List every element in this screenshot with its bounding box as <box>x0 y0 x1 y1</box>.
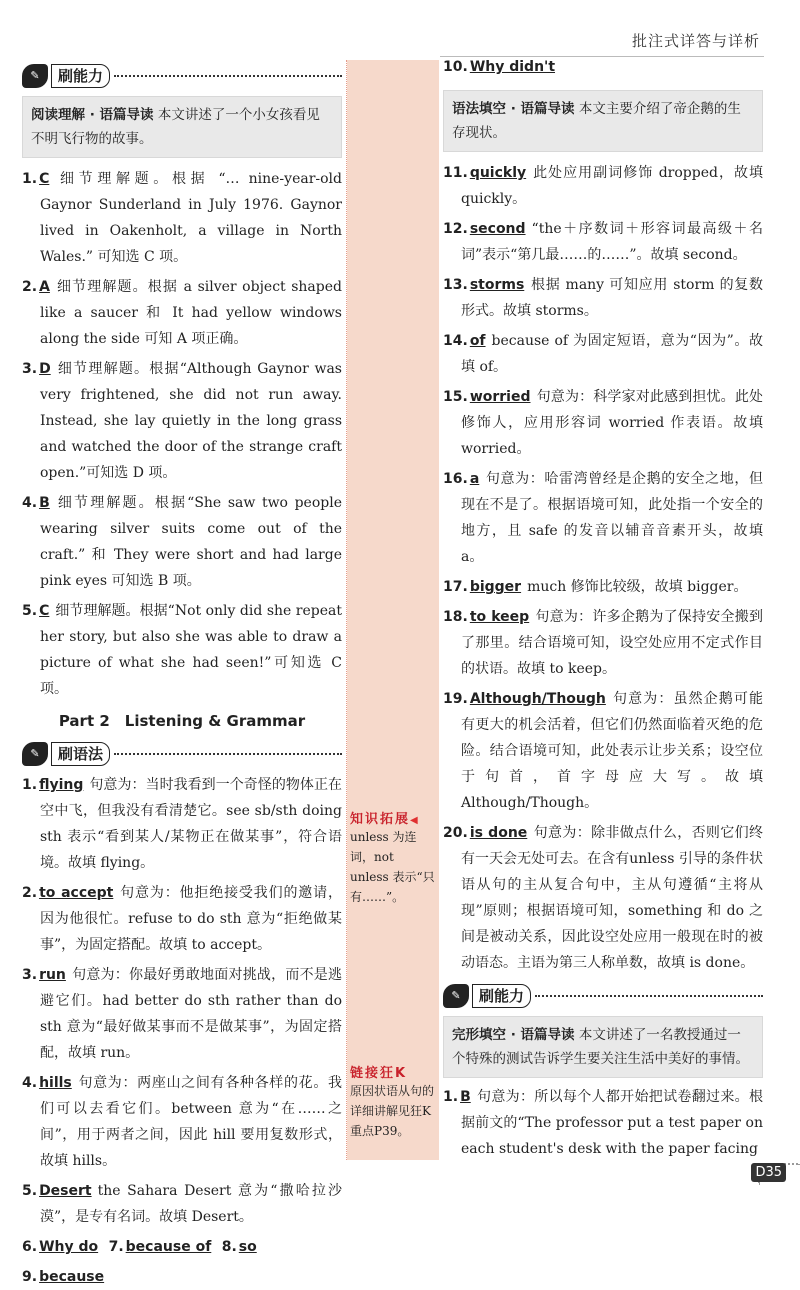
arrow-icon: ◀ <box>410 815 420 826</box>
intro-box-reading: 阅读理解 · 语篇导读 本文讲述了一个小女孩看见不明飞行物的故事。 <box>22 96 342 158</box>
grammar-fill-answers <box>443 160 763 976</box>
answer-item: 3. D 细节理解题。根据“Although Gaynor was very frightened, she did not run away. Instead, she lay quietly in the long grass and watched the door of the strange craft open.”可知选 D 项。 <box>22 361 342 481</box>
answer-item: 19. Although/Though 句意为：虽然企鹅可能有更大的机会活着，但它们仍然面临着灭绝的危险。结合语境可知，此处表示让步关系；设空位于句首，首字母应大写。故填 Although/Though。 <box>443 691 763 811</box>
dotted-rule <box>114 75 342 77</box>
answer-item: 2. to accept 句意为：他拒绝接受我们的邀请，因为他很忙。refuse to do sth 意为“拒绝做某事”，为固定搭配。故填 to accept。 <box>22 885 342 953</box>
left-column <box>22 62 342 1290</box>
part-title: Part 2 Listening & Grammar <box>58 712 306 730</box>
answer-item: 1. B 句意为：所以每个人都开始把试卷翻过来。根据前文的“The professor put a test paper on each student's desk with the paper facing <box>443 1089 763 1157</box>
header-title: 批注式详答与详析 <box>631 32 760 50</box>
note-knowledge-title: 知识拓展◀ <box>350 812 420 827</box>
intro-box-cloze: 完形填空 · 语篇导读 本文讲述了一名教授通过一个特殊的测试告诉学生要关注生活中美好的事情。 <box>443 1016 763 1078</box>
margin-note-strip <box>347 60 439 1160</box>
answer-item: 13. storms 根据 many 可知应用 storm 的复数形式。故填 storms。 <box>443 277 763 319</box>
answer-item: 9. because <box>22 1269 105 1285</box>
right-column <box>443 54 763 1162</box>
book-icon: ✎ <box>22 742 48 766</box>
answer-item: 20. is done 句意为：除非做点什么，否则它们终有一天会无处可去。在含有unless 引导的条件状语从句的主从复合句中，主从句遵循“主将从现”原则；根据语境可知，something 和 do 之间是被动关系，因此设空处应用一般现在时的被动语态。主语为第三人称单数，故填 is done。 <box>443 825 764 971</box>
badge-ability: ✎ 刷能力 <box>22 64 110 88</box>
answer-item: 15. worried 句意为：科学家对此感到担忧。此处修饰人，应用形容词 worried 作表语。故填 worried。 <box>443 389 763 457</box>
grammar-answers <box>22 772 342 1290</box>
answer-item: 10. Why didn't <box>443 59 556 75</box>
answer-item: 16. a 句意为：哈雷湾曾经是企鹅的安全之地，但现在不是了。根据语境可知，此处指一个安全的地方，且 safe 的发音以辅音音素开头，故填 a。 <box>443 471 763 565</box>
dotted-rule <box>535 995 763 997</box>
note-link-title: 链接狂K <box>350 1066 408 1081</box>
answer-item: 2. A 细节理解题。根据 a silver object shaped like a saucer 和 It had yellow windows along the side 可知 A 项正确。 <box>22 279 342 347</box>
answer-item: 4. hills 句意为：两座山之间有各种各样的花。我们可以去看它们。between 意为“在……之间”，用于两者之间，因此 hill 要用复数形式，故填 hills。 <box>22 1075 342 1169</box>
answer-row-short: 6. Why do 7. because of 8. so <box>22 1239 257 1255</box>
section-header-ability <box>22 62 342 90</box>
answer-item: 5. Desert the Sahara Desert 意为“撒哈拉沙漠”，是专有名词。故填 Desert。 <box>22 1183 342 1225</box>
answer-item: 18. to keep 句意为：许多企鹅为了保持安全搬到了那里。结合语境可知，设空处应用不定式作目的状语。故填 to keep。 <box>443 609 763 677</box>
book-icon: ✎ <box>443 984 469 1008</box>
section-header-ability-2 <box>443 982 763 1010</box>
answer-item: 3. run 句意为：你最好勇敢地面对挑战，而不是逃避它们。had better do sth rather than do sth 意为“最好做某事而不是做某事”，为固定搭配，故填 run。 <box>22 967 342 1061</box>
note-link: 链接狂K 原因状语从句的详细讲解见狂K重点P39。 <box>350 1062 436 1141</box>
answer-item: 14. of because of 为固定短语，意为“因为”。故填 of。 <box>443 333 763 375</box>
note-knowledge: 知识拓展◀ unless 为连词，not unless 表示“只有……”。 <box>350 808 436 907</box>
badge-grammar: ✎ 刷语法 <box>22 742 110 766</box>
answer-item: 1. C 细节理解题。根据 “… nine-year-old Gaynor Sunderland in July 1976. Gaynor lived in Oakenholt, a village in North Wales.” 可知选 C 项。 <box>22 171 342 265</box>
book-icon: ✎ <box>22 64 48 88</box>
answer-item: 11. quickly 此处应用副词修饰 dropped，故填 quickly。 <box>443 165 763 207</box>
answer-item: 4. B 细节理解题。根据“She saw two people wearing silver suits come out of the craft.” 和 They were short and had large pink eyes 可知选 B 项。 <box>22 495 342 589</box>
answer-item: 17. bigger much 修饰比较级，故填 bigger。 <box>443 579 748 595</box>
intro-box-grammar-fill: 语法填空 · 语篇导读 本文主要介绍了帝企鹅的生存现状。 <box>443 90 763 152</box>
badge-ability: ✎ 刷能力 <box>443 984 531 1008</box>
reading-answers <box>22 166 342 702</box>
section-header-grammar <box>22 740 342 768</box>
page-number: D35 <box>751 1163 786 1182</box>
cloze-answers <box>443 1084 763 1162</box>
dotted-rule <box>114 753 342 755</box>
answer-item: 5. C 细节理解题。根据“Not only did she repeat her story, but also she was able to draw a picture of what she had seen!”可知选 C 项。 <box>22 603 342 697</box>
answer-item: 1. flying 句意为：当时我看到一个奇怪的物体正在空中飞，但我没有看清楚它。see sb/sth doing sth 表示“看到某人/某物正在做某事”，符合语境。故填 flying。 <box>22 777 342 871</box>
answer-item: 12. second “the＋序数词＋形容词最高级＋名词”表示“第几最……的……”。故填 second。 <box>443 221 763 263</box>
